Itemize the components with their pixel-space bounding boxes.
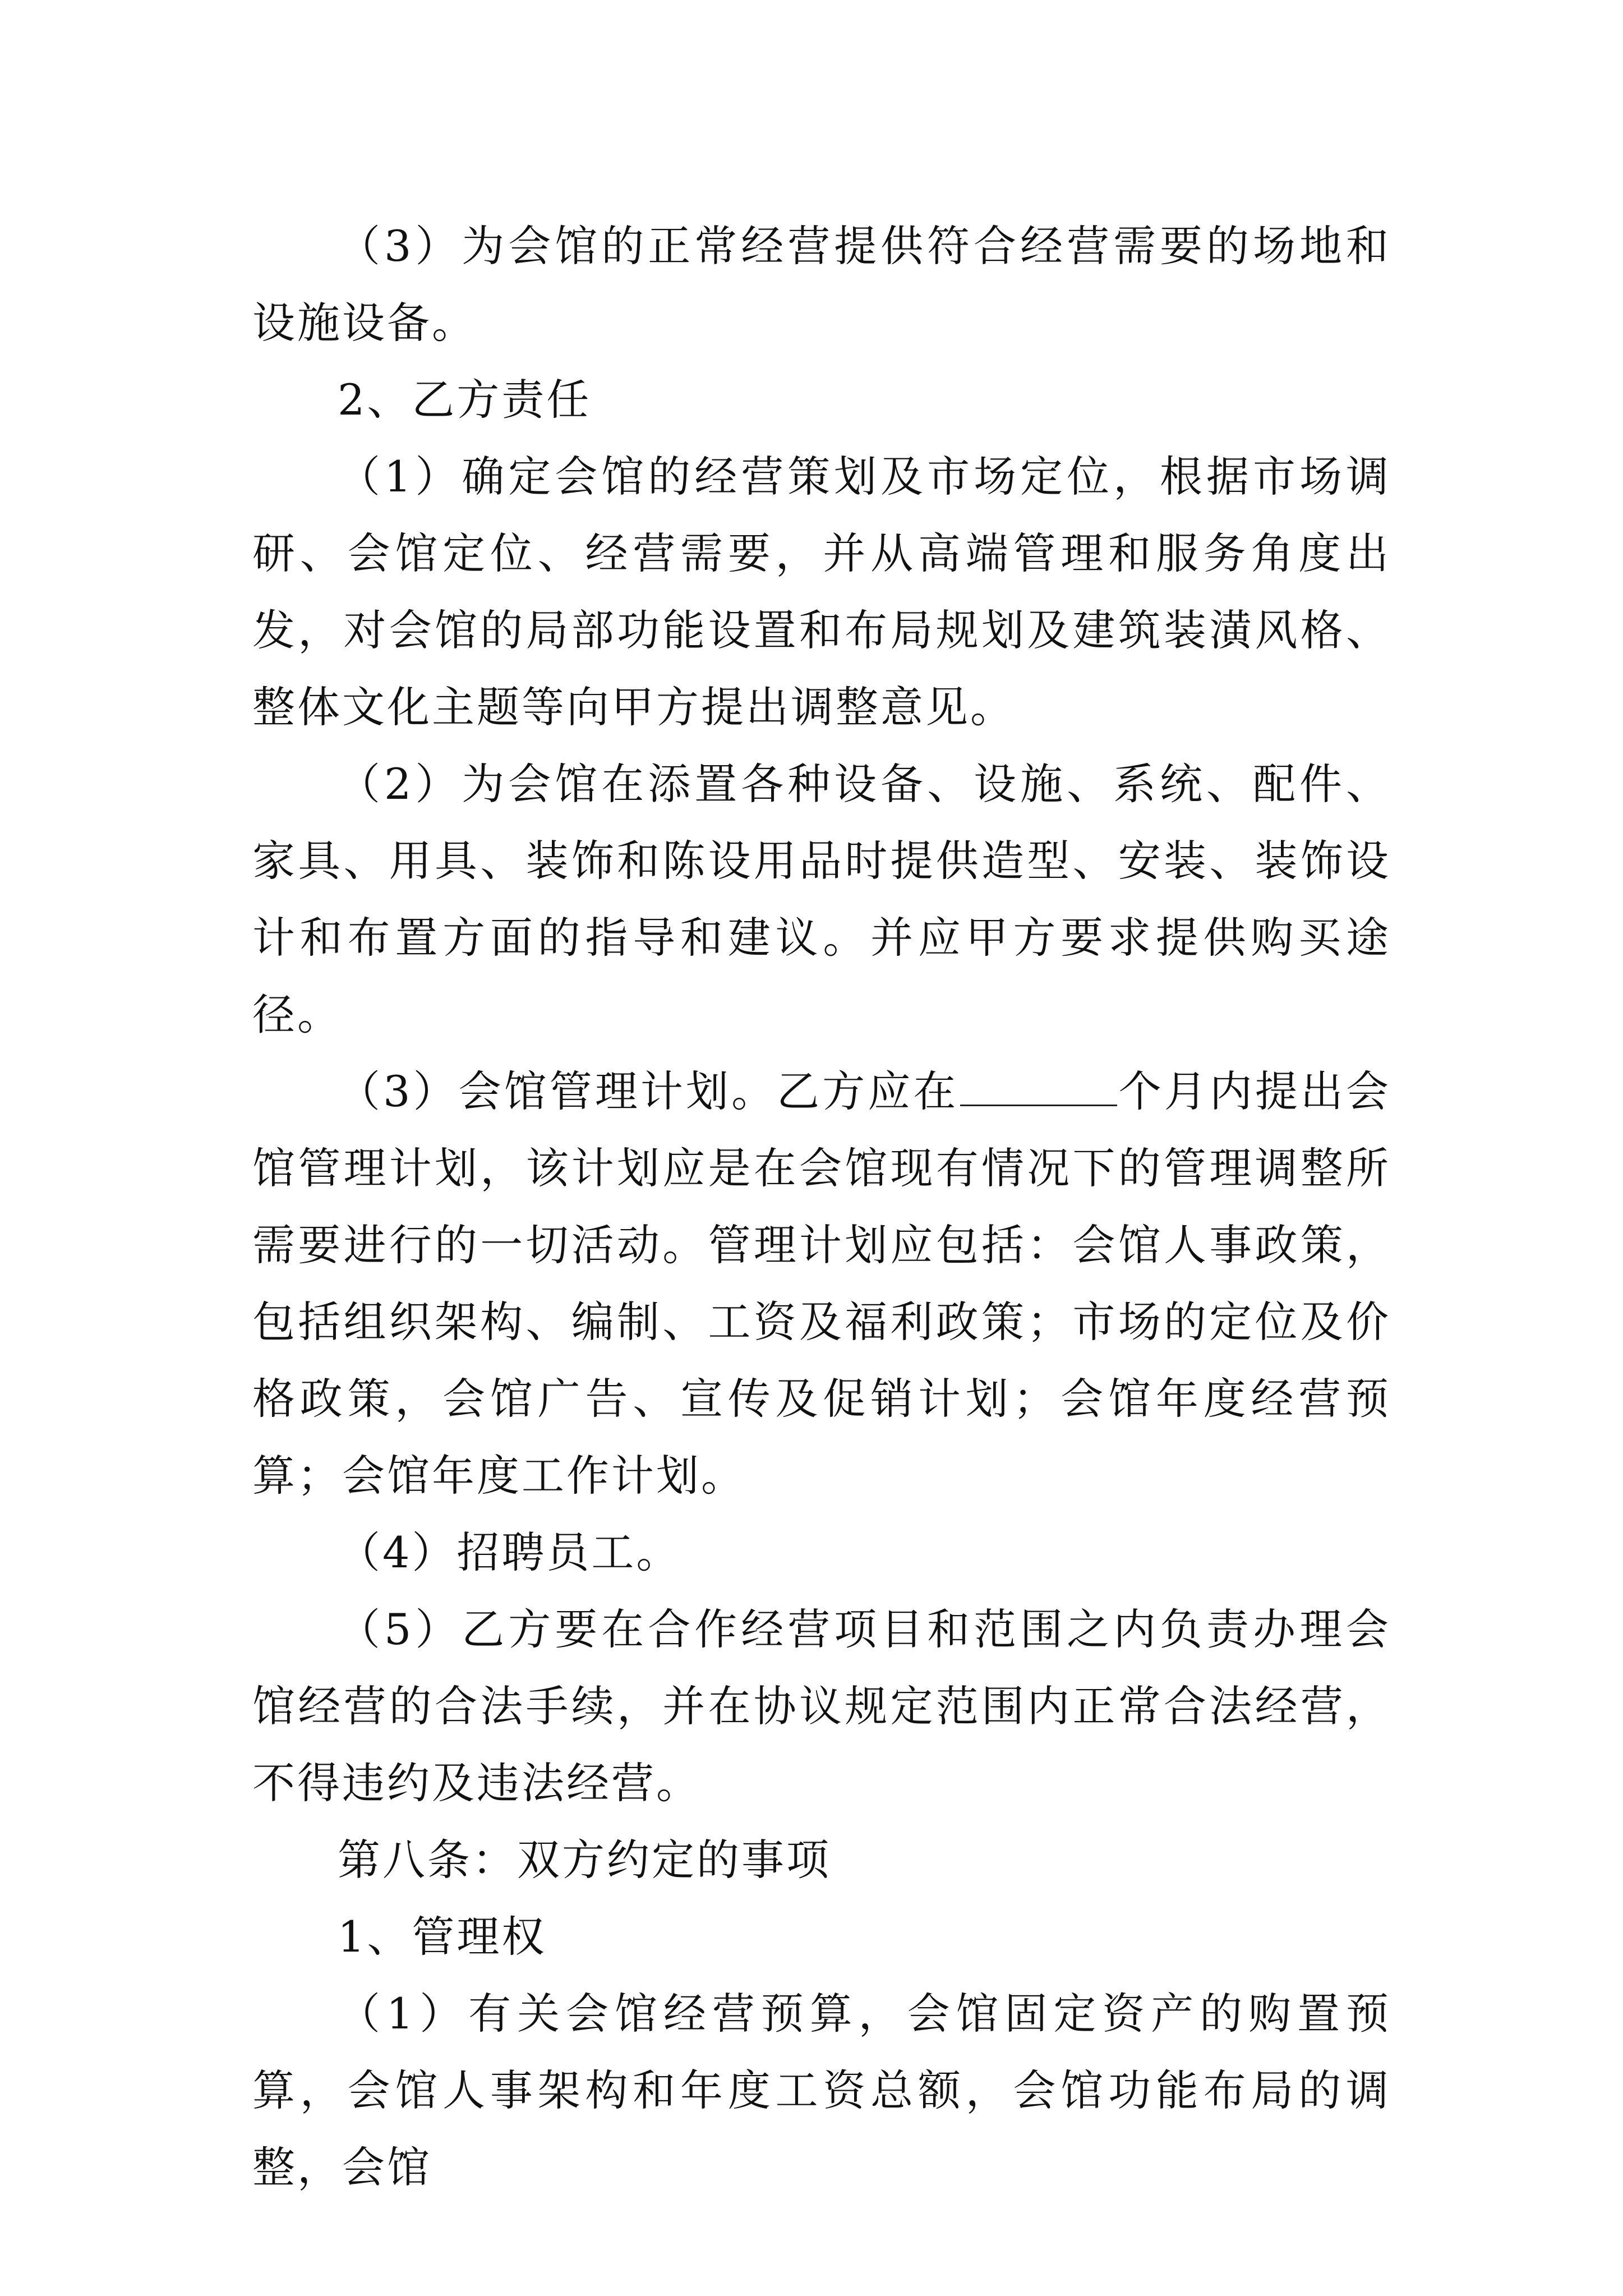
paragraph-party-b-item-1: （1）确定会馆的经营策划及市场定位，根据市场调研、会馆定位、经营需要，并从高端管理和服务角度出发，对会馆的局部功能设置和布局规划及建筑装潢风格、整体文化主题等向甲方提出调整意见。 — [252, 452, 1391, 732]
heading-party-b-responsibility: 2、乙方责任 — [338, 375, 592, 425]
paragraph-party-b-item-2: （2）为会馆在添置各种设备、设施、系统、配件、家具、用具、装饰和陈设用品时提供造型、安装、装饰设计和布置方面的指导和建议。并应甲方要求提供购买途径。 — [252, 759, 1391, 1039]
paragraph-party-b-item-4: （4）招聘员工。 — [338, 1527, 681, 1577]
paragraph-text-before-blank: （3）会馆管理计划。乙方应在 — [338, 1066, 959, 1116]
heading-article-8: 第八条：双方约定的事项 — [338, 1835, 831, 1885]
paragraph-management-item-1: （1）有关会馆经营预算，会馆固定资产的购置预算，会馆人事架构和年度工资总额，会馆功能布局的调整，会馆 — [252, 1989, 1391, 2192]
paragraph-party-b-item-3 — [252, 1053, 1391, 1514]
paragraph-party-a-item-3: （3）为会馆的正常经营提供符合经营需要的场地和设施设备。 — [252, 221, 1391, 348]
paragraph-party-b-item-5: （5）乙方要在合作经营项目和范围之内负责办理会馆经营的合法手续，并在协议规定范围内正常合法经营，不得违约及违法经营。 — [252, 1604, 1391, 1808]
heading-management-rights: 1、管理权 — [338, 1912, 547, 1962]
fill-in-blank-line — [960, 1071, 1117, 1106]
paragraph-text-after-blank: 个月内提出会馆管理计划，该计划应是在会馆现有情况下的管理调整所需要进行的一切活动。管理计划应包括：会馆人事政策，包括组织架构、编制、工资及福利政策；市场的定位及价格政策，会馆广告、宣传及促销计划；会馆年度经营预算；会馆年度工作计划。 — [252, 1066, 1391, 1501]
document-body — [252, 208, 1391, 2206]
